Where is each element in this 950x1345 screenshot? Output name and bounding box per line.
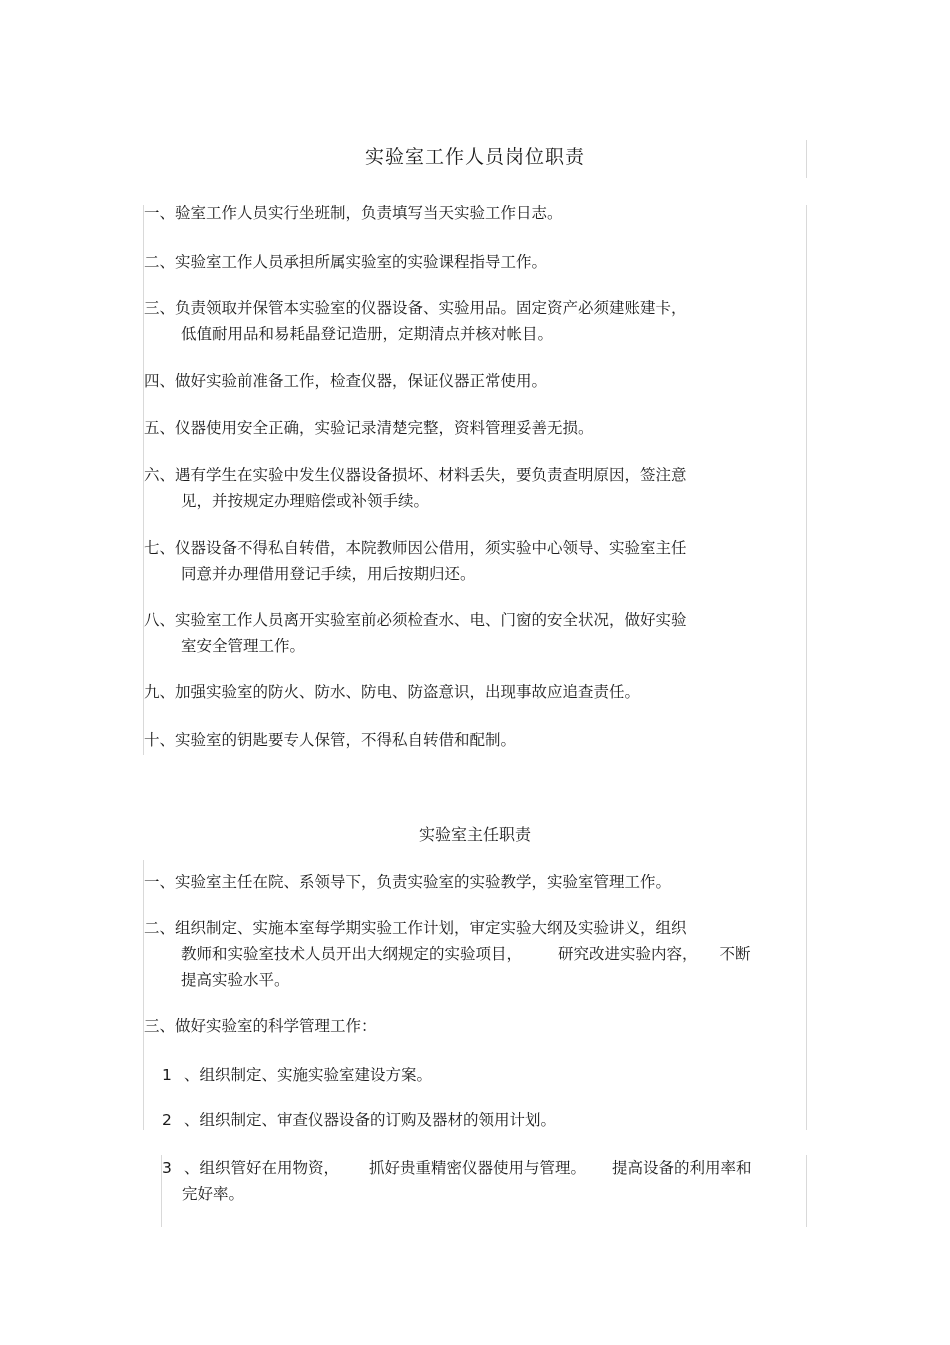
duty-text: 实验室主任在院、系领导下，负责实验室的实验教学，实验室管理工作。 [175, 873, 672, 891]
sub-item-text-c: 提高设备的利用率和 [612, 1159, 752, 1177]
duty-label: 一、 [144, 873, 176, 891]
duty-item-9 [144, 679, 640, 705]
duty-text: 做好实验室的科学管理工作： [175, 1017, 377, 1035]
duty-text-continued-2: 提高实验水平。 [181, 971, 290, 989]
duty-item-4 [144, 368, 547, 394]
director-item-3 [144, 1013, 377, 1039]
section-title: 实验室主任职责 [418, 825, 531, 844]
duty-item-3 [144, 295, 687, 347]
duty-text-continued: 低值耐用品和易耗晶登记造册，定期清点并核对帐目。 [181, 325, 554, 343]
sub-item-text: 、组织制定、实施实验室建设方案。 [184, 1066, 433, 1084]
duty-text: 验室工作人员实行坐班制，负责填写当天实验工作日志。 [175, 204, 563, 222]
duty-text: 实验室的钥匙要专人保管，不得私自转借和配制。 [175, 731, 517, 749]
duty-label: 六、 [144, 466, 176, 484]
duty-label: 七、 [144, 539, 176, 557]
duty-item-8 [144, 607, 687, 659]
duty-text: 组织制定、实施本室每学期实验工作计划，审定实验大纲及实验讲义，组织 [175, 919, 687, 937]
page-edge-line-right-bottom [806, 1155, 807, 1227]
duty-text: 仪器使用安全正确，实验记录清楚完整，资料管理妥善无损。 [175, 419, 594, 437]
duty-label: 二、 [144, 253, 176, 271]
duty-text: 遇有学生在实验中发生仪器设备损坏、材料丢失，要负责查明原因，签注意 [175, 466, 687, 484]
duty-text: 加强实验室的防火、防水、防电、防盗意识，出现事故应追查责任。 [175, 683, 641, 701]
duty-label: 二、 [144, 919, 176, 937]
duty-label: 四、 [144, 372, 176, 390]
sub-item-1 [162, 1062, 432, 1088]
duty-text-part-a: 教师和实验室技术人员开出大纲规定的实验项目， [181, 945, 523, 963]
duty-label: 三、 [144, 299, 176, 317]
sub-item-text-b: 抓好贵重精密仪器使用与管理。 [369, 1159, 587, 1177]
sub-item-3 [162, 1155, 752, 1207]
duty-label: 一、 [144, 204, 176, 222]
duty-text: 实验室工作人员离开实验室前必须检查水、电、门窗的安全状况，做好实验 [175, 611, 687, 629]
duty-text: 实验室工作人员承担所属实验室的实验课程指导工作。 [175, 253, 548, 271]
page-edge-line-right [806, 205, 807, 1130]
director-item-2 [144, 915, 751, 993]
duty-text-part-b: 研究改进实验内容， [558, 945, 698, 963]
sub-item-number: 2 [162, 1111, 172, 1129]
sub-item-text-a: 、组织管好在用物资， [184, 1159, 340, 1177]
duty-item-5 [144, 415, 594, 441]
sub-item-text-continued: 完好率。 [182, 1185, 245, 1203]
duty-item-7 [144, 535, 687, 587]
duty-label: 八、 [144, 611, 176, 629]
duty-item-1 [144, 200, 563, 226]
duty-item-6 [144, 462, 687, 514]
duty-label: 三、 [144, 1017, 176, 1035]
sub-item-number: 1 [162, 1066, 172, 1084]
duty-text: 仪器设备不得私自转借，本院教师因公借用，须实验中心领导、实验室主任 [175, 539, 687, 557]
sub-item-number: 3 [162, 1159, 172, 1177]
duty-text-continued: 室安全管理工作。 [181, 637, 306, 655]
director-item-1 [144, 869, 671, 895]
duty-item-10 [144, 727, 516, 753]
duty-text-continued: 见，并按规定办理赔偿或补领手续。 [181, 492, 430, 510]
duty-text: 做好实验前准备工作，检查仪器，保证仪器正常使用。 [175, 372, 548, 390]
duty-label: 五、 [144, 419, 176, 437]
sub-item-2 [162, 1107, 556, 1133]
duty-item-2 [144, 249, 547, 275]
duty-text: 负责领取并保管本实验室的仪器设备、实验用品。固定资产必须建账建卡， [175, 299, 687, 317]
page-edge-line-left-lower [143, 860, 144, 1130]
duty-text-continued: 同意并办理借用登记手续，用后按期归还。 [181, 565, 476, 583]
page-title: 实验室工作人员岗位职责 [364, 146, 585, 168]
duty-label: 十、 [144, 731, 176, 749]
duty-label: 九、 [144, 683, 176, 701]
duty-text-continued [144, 941, 751, 967]
sub-item-text: 、组织制定、审查仪器设备的订购及器材的领用计划。 [184, 1111, 557, 1129]
duty-text-part-c: 不断 [719, 945, 751, 963]
